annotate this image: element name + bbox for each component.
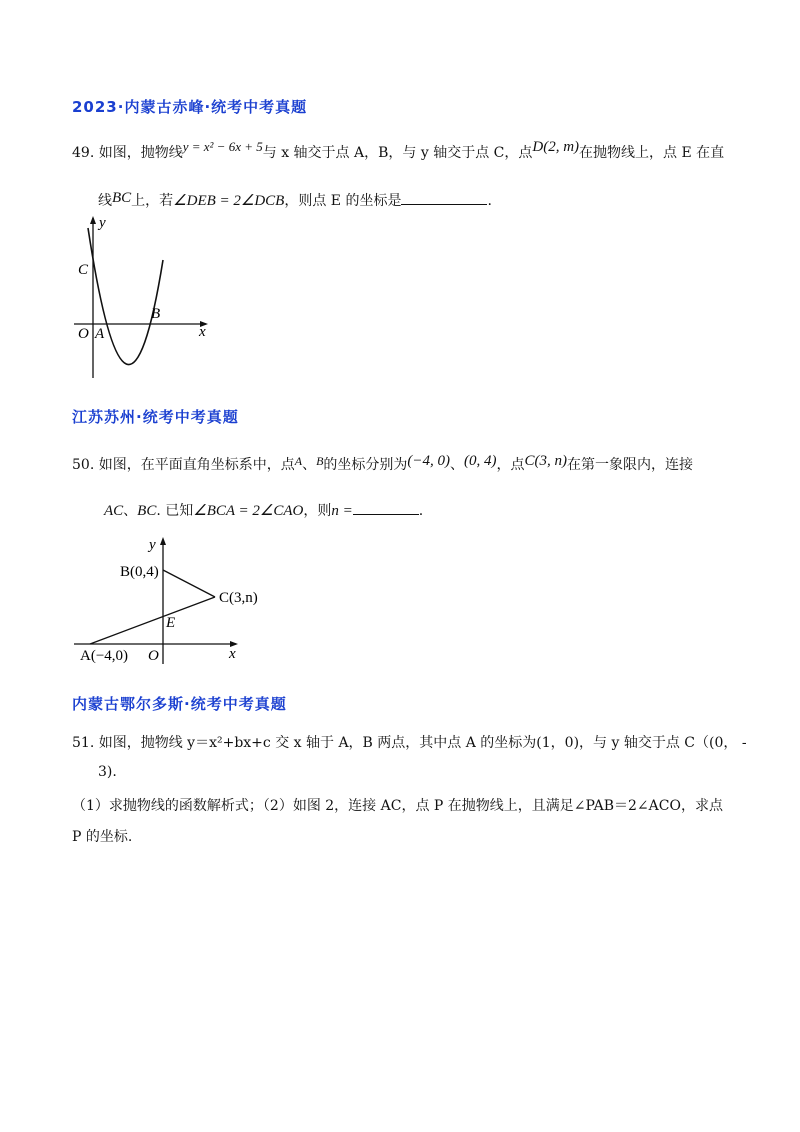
text: . 已知 bbox=[156, 503, 194, 519]
text: ，则 bbox=[303, 503, 332, 519]
label-b: B(0,4) bbox=[120, 564, 159, 580]
segment-bc: BC bbox=[137, 503, 157, 519]
problem-number: 49. bbox=[72, 145, 95, 161]
segment-bc: BC bbox=[112, 190, 132, 206]
figure-50 bbox=[72, 534, 272, 666]
n-equals: n = bbox=[331, 503, 353, 519]
text: 如图，在平面直角坐标系中，点 bbox=[98, 457, 295, 473]
text: 上，若 bbox=[131, 193, 174, 209]
problem-number: 51. bbox=[72, 735, 95, 751]
label-o: O bbox=[148, 648, 159, 664]
coord-c: C(3, n) bbox=[524, 453, 568, 469]
text: ，点 bbox=[496, 457, 525, 473]
segment-bc bbox=[163, 570, 215, 597]
y-arrow bbox=[90, 216, 96, 224]
segment-ac: AC bbox=[104, 503, 124, 519]
text: . bbox=[418, 503, 424, 519]
text: 如图，抛物线 bbox=[98, 145, 183, 161]
problem-50-line-2 bbox=[104, 500, 423, 521]
point-b-label: B bbox=[316, 454, 324, 468]
label-e: E bbox=[166, 615, 176, 631]
label-a: A(−4,0) bbox=[80, 648, 129, 664]
text: 、 bbox=[123, 503, 138, 519]
angle-condition: ∠DEB = 2∠DCB bbox=[173, 193, 285, 209]
coord-a: (−4, 0) bbox=[407, 453, 451, 469]
figure-49 bbox=[66, 214, 216, 382]
problem-51-header bbox=[72, 733, 747, 753]
problem-51-line-2: 3). bbox=[98, 764, 117, 780]
answer-blank bbox=[353, 500, 419, 515]
text: 在抛物线上，点 E 在直 bbox=[579, 145, 725, 161]
point-a-label: A bbox=[294, 454, 303, 468]
source-heading-49: 2023·内蒙古赤峰·统考中考真题 bbox=[72, 98, 308, 116]
text: 在第一象限内，连接 bbox=[567, 457, 694, 473]
coord-b: (0, 4) bbox=[464, 453, 497, 469]
text: 与 x 轴交于点 A，B，与 y 轴交于点 C，点 bbox=[262, 145, 533, 161]
text: 线 bbox=[98, 193, 112, 209]
label-x: x bbox=[229, 646, 236, 662]
source-heading-51: 内蒙古鄂尔多斯·统考中考真题 bbox=[72, 695, 287, 713]
label-c: C bbox=[78, 262, 89, 278]
segment-ac bbox=[90, 597, 215, 644]
label-y: y bbox=[149, 537, 156, 553]
label-b: B bbox=[151, 306, 161, 322]
problem-number: 50. bbox=[72, 457, 95, 473]
angle-condition: ∠BCA = 2∠CAO bbox=[193, 503, 304, 519]
problem-51-line-3: （1）求抛物线的函数解析式；（2）如图 2，连接 AC，点 P 在抛物线上，且满足∠PAB＝2∠ACO，求点 bbox=[72, 798, 723, 814]
text: ，则点 E 的坐标是 bbox=[284, 193, 402, 209]
text: . bbox=[487, 193, 492, 209]
problem-49-line-2 bbox=[98, 190, 492, 211]
source-heading-50: 江苏苏州·统考中考真题 bbox=[72, 408, 239, 426]
label-o: O bbox=[78, 326, 89, 342]
problem-50-line-1 bbox=[72, 455, 693, 475]
text: 、 bbox=[450, 457, 465, 473]
answer-blank bbox=[401, 190, 487, 205]
y-arrow bbox=[160, 537, 166, 545]
problem-49-line-1 bbox=[72, 139, 725, 163]
problem-51-line-1: 如图，抛物线 y＝x²+bx+c 交 x 轴于 A，B 两点，其中点 A 的坐标为(1，0)，与 y 轴交于点 C（(0， - bbox=[98, 735, 747, 751]
text: 、 bbox=[302, 457, 317, 473]
parabola-equation: y = x² − 6x + 5 bbox=[182, 139, 263, 154]
label-a: A bbox=[95, 326, 105, 342]
label-y: y bbox=[99, 215, 106, 231]
parabola-curve bbox=[88, 228, 163, 365]
problem-51-line-4: P 的坐标. bbox=[72, 829, 133, 845]
label-x: x bbox=[199, 324, 206, 340]
text: 的坐标分别为 bbox=[323, 457, 408, 473]
point-d: D(2, m) bbox=[532, 139, 580, 155]
label-c: C(3,n) bbox=[219, 590, 258, 606]
